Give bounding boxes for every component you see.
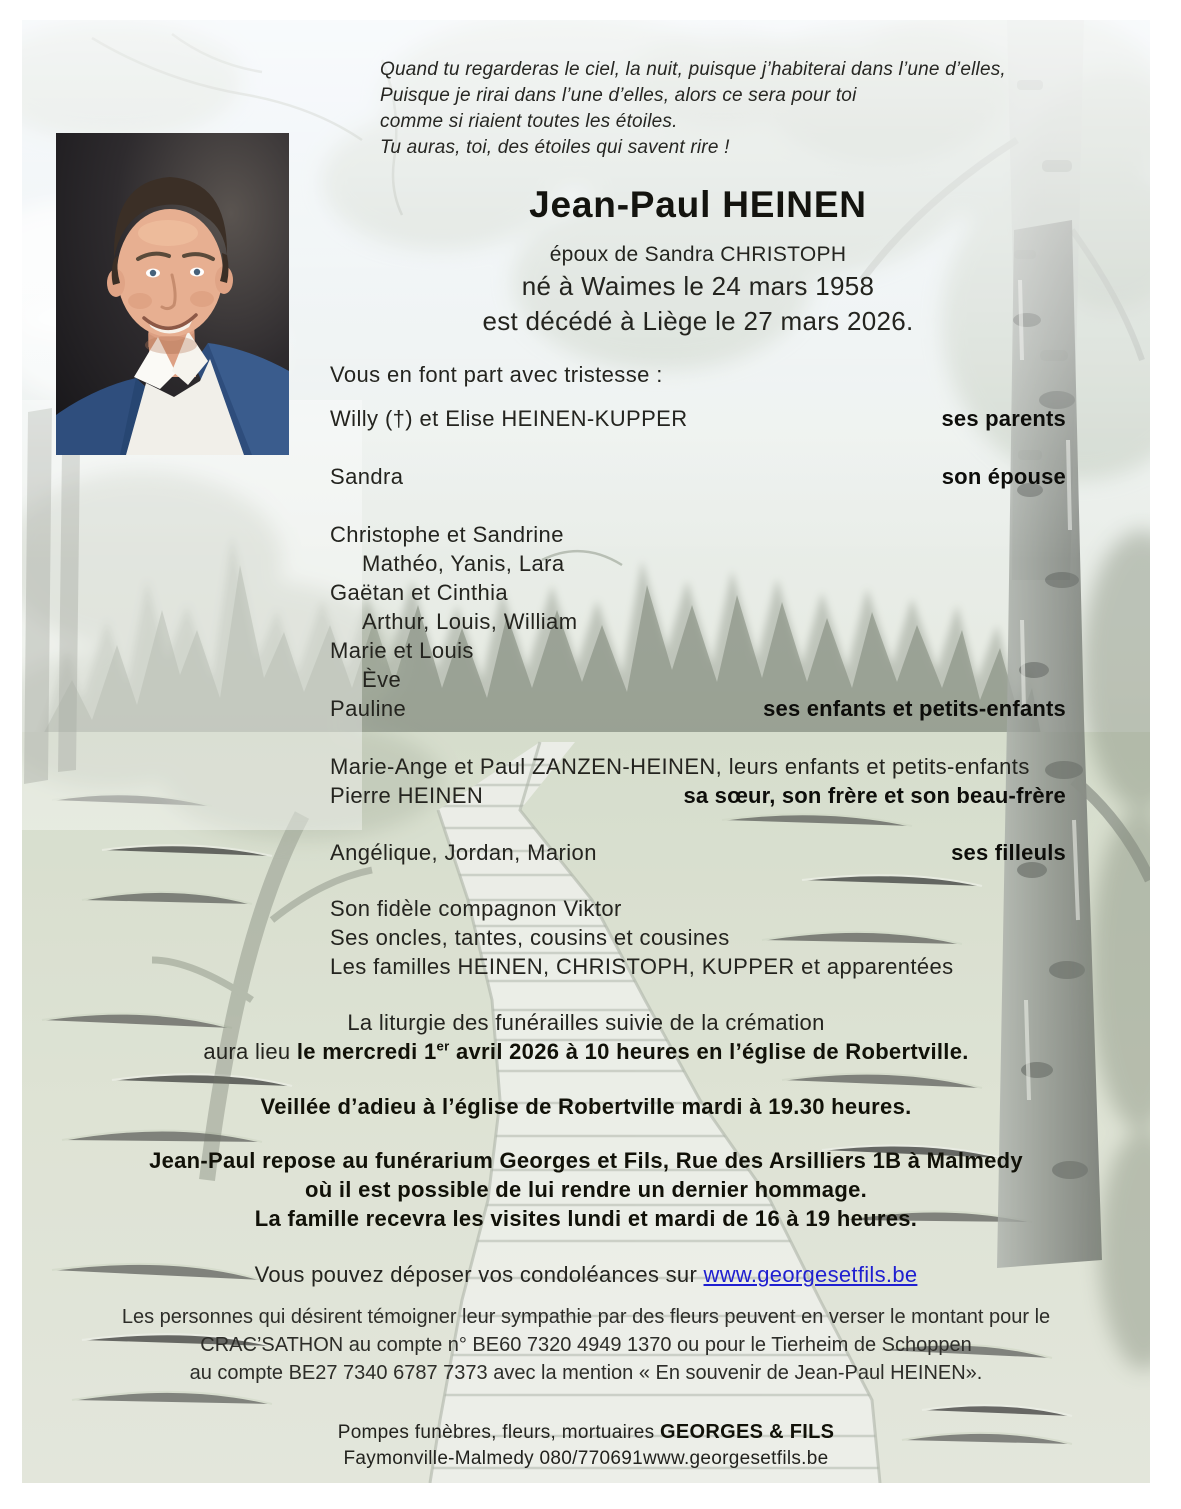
epigraph-line: Puisque je rirai dans l’une d’elles, alors ce sera pour toi — [380, 85, 857, 106]
liturgy-ordinal: er — [436, 1038, 450, 1054]
family-names: Les familles HEINEN, CHRISTOPH, KUPPER et apparentées — [330, 954, 954, 979]
family-names: Gaëtan et Cinthia — [330, 580, 509, 605]
liturgy-line1: La liturgie des funérailles suivie de la crémation — [347, 1010, 825, 1035]
relation-label: ses enfants et petits-enfants — [763, 696, 1066, 721]
flowers-line2: CRAC’SATHON au compte n° BE60 7320 4949 1370 ou pour le Tierheim de Schoppen — [200, 1334, 972, 1356]
condolences-link[interactable]: www.georgesetfils.be — [703, 1262, 918, 1287]
family-names: Willy (†) et Elise HEINEN-KUPPER — [330, 406, 688, 431]
epigraph-poem — [380, 57, 1100, 161]
family-names: Christophe et Sandrine — [330, 522, 564, 547]
deceased-name: Jean-Paul HEINEN — [529, 184, 867, 225]
funeral-home-footer — [22, 1419, 1150, 1472]
family-group-siblings — [330, 752, 1066, 810]
relation-label: sa sœur, son frère et son beau-frère — [683, 783, 1066, 808]
family-names: Sandra — [330, 464, 404, 489]
condolences-line — [22, 1260, 1150, 1289]
epigraph-line: Quand tu regarderas le ciel, la nuit, puisque j’habiterai dans l’une d’elles, — [380, 59, 1006, 80]
family-group-others — [330, 894, 1066, 981]
liturgy-line2 — [22, 1037, 1150, 1066]
family-group-spouse — [330, 462, 1066, 491]
family-names: Pierre HEINEN — [330, 783, 484, 808]
announcement-intro: Vous en font part avec tristesse : — [330, 362, 663, 387]
family-group-godchildren — [330, 838, 1066, 867]
liturgy-place: avril 2026 à 10 heures en l’église de Robertville. — [449, 1039, 969, 1064]
footer-services-line — [22, 1419, 1150, 1446]
repose-line2: où il est possible de lui rendre un dernier hommage. — [304, 1177, 868, 1202]
spouse-line: époux de Sandra CHRISTOPH — [549, 243, 847, 266]
epigraph-line: Tu auras, toi, des étoiles qui savent rire ! — [380, 137, 730, 158]
family-group-parents — [330, 404, 1066, 433]
family-names: Marie et Louis — [330, 638, 474, 663]
relation-label: son épouse — [941, 464, 1066, 489]
family-names: Son fidèle compagnon Viktor — [330, 896, 622, 921]
footer-services-text: Pompes funèbres, fleurs, mortuaires — [337, 1422, 661, 1443]
portrait-photo — [56, 133, 289, 455]
repose-line3: La famille recevra les visites lundi et mardi de 16 à 19 heures. — [254, 1206, 918, 1231]
relation-label: ses filleuls — [951, 840, 1066, 865]
family-names: Ève — [362, 667, 402, 692]
liturgy-date: le mercredi 1 — [296, 1039, 437, 1064]
ceremony-section — [22, 1008, 1150, 1472]
vigil-line: Veillée d’adieu à l’église de Robertville mardi à 19.30 heures. — [260, 1094, 912, 1119]
flowers-line1: Les personnes qui désirent témoigner leur sympathie par des fleurs peuvent en verser le montant pour le — [121, 1306, 1051, 1328]
family-group-children — [330, 520, 1066, 723]
funeral-home-name: GEORGES & FILS — [660, 1421, 835, 1443]
repose-line1: Jean-Paul repose au funérarium Georges et Fils, Rue des Arsilliers 1B à Malmedy — [149, 1148, 1023, 1173]
family-names: Angélique, Jordan, Marion — [330, 840, 597, 865]
family-names: Arthur, Louis, William — [362, 609, 578, 634]
family-names: Marie-Ange et Paul ZANZEN-HEINEN, leurs enfants et petits-enfants — [330, 754, 1030, 779]
relation-label: ses parents — [941, 406, 1066, 431]
flowers-line3: au compte BE27 7340 6787 7373 avec la mention « En souvenir de Jean-Paul HEINEN». — [189, 1362, 983, 1384]
epigraph-line: comme si riaient toutes les étoiles. — [380, 111, 678, 132]
condolences-text: Vous pouvez déposer vos condoléances sur — [254, 1262, 704, 1287]
family-names: Ses oncles, tantes, cousins et cousines — [330, 925, 730, 950]
family-names: Pauline — [330, 696, 407, 721]
family-names: Mathéo, Yanis, Lara — [362, 551, 565, 576]
liturgy-prefix: aura lieu — [203, 1039, 297, 1064]
repose-block — [22, 1146, 1150, 1233]
death-line: est décédé à Liège le 27 mars 2026. — [482, 306, 914, 336]
flowers-donation-block — [22, 1303, 1150, 1387]
birth-line: né à Waimes le 24 mars 1958 — [521, 271, 875, 301]
footer-contact-line: Faymonville-Malmedy 080/770691www.georgesetfils.be — [343, 1448, 829, 1469]
portrait-graphic — [56, 133, 289, 455]
